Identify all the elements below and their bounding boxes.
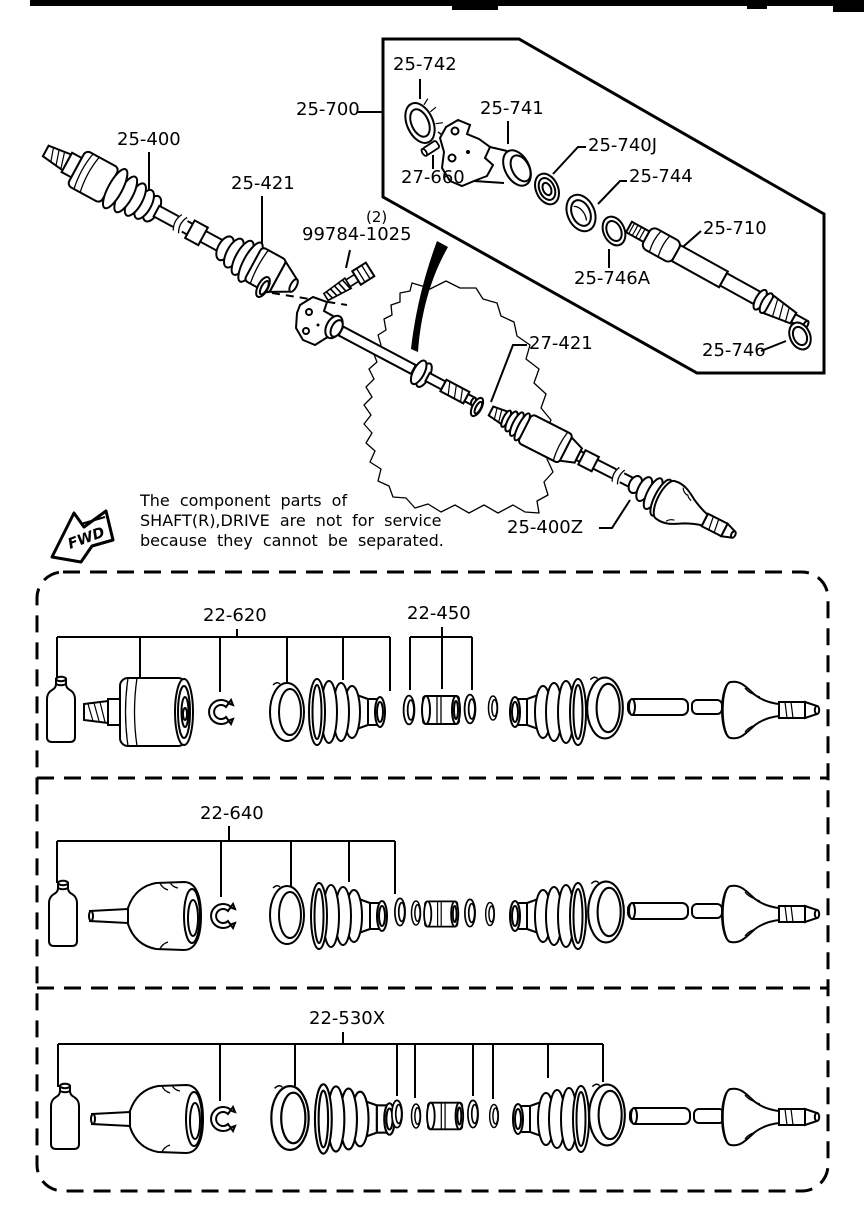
shaft-bar (628, 699, 722, 715)
label-25-421: 25-421 (231, 173, 295, 194)
boot-band (271, 1086, 308, 1150)
label-25-741: 25-741 (480, 98, 544, 119)
label-99784-1025-qty: (2) (366, 208, 388, 226)
label-kit-22-530X: 22-530X (309, 1008, 386, 1029)
label-27-660: 27-660 (401, 167, 465, 188)
page-top-border (30, 0, 864, 12)
snap-ring-clip (211, 1107, 235, 1131)
ring-25-746 (785, 319, 815, 353)
label-25-746: 25-746 (702, 340, 766, 361)
shaft-bar (630, 1108, 724, 1124)
leader-27-421 (491, 345, 527, 402)
label-25-700: 25-700 (296, 99, 360, 120)
fwd-arrow (52, 511, 113, 562)
outer-cv-joint (722, 682, 819, 739)
fwd-arrow-label: FWD (65, 524, 108, 553)
label-99784-1025: 99784-1025 (302, 224, 412, 245)
small-ring (412, 901, 421, 925)
service-note-line-1: The component parts of (140, 491, 348, 510)
outer-cv-joint (722, 886, 819, 943)
small-ring (395, 898, 405, 925)
label-27-421: 27-421 (529, 333, 593, 354)
small-ring (489, 696, 498, 720)
kit-row-2-parts (49, 881, 819, 950)
kit-row-3-parts (51, 1084, 819, 1154)
inset-box-outline (383, 39, 824, 373)
label-kit-22-640: 22-640 (200, 803, 264, 824)
dynamic-damper (422, 696, 460, 724)
boot-band-large (588, 881, 624, 942)
grease-bottle (51, 1084, 79, 1149)
label-kit-22-450: 22-450 (407, 603, 471, 624)
damper-band (404, 696, 415, 725)
inner-tripod-joint (91, 1085, 203, 1153)
bearing-25-740J (530, 170, 563, 208)
leader-25-744 (598, 181, 627, 204)
seal-25-744 (561, 190, 601, 236)
shaft-bar (628, 903, 722, 919)
inner-cv-joint (84, 678, 193, 746)
joint-shaft (335, 320, 481, 414)
small-ring (392, 1100, 402, 1127)
service-note-line-2: SHAFT(R),DRIVE are not for service (140, 511, 442, 530)
cv-boot (315, 1084, 395, 1153)
support-bracket (296, 297, 347, 345)
swoosh-mark (411, 241, 448, 352)
small-ring (465, 899, 475, 926)
inner-tripod-joint (89, 882, 201, 950)
damper-band (465, 695, 476, 724)
small-ring (468, 1100, 478, 1127)
label-25-740J: 25-740J (588, 135, 658, 156)
grease-bottle (47, 677, 75, 742)
small-ring (486, 902, 495, 925)
dynamic-damper (424, 901, 458, 926)
small-ring (490, 1104, 499, 1127)
cv-boot-outer (513, 1086, 589, 1152)
label-25-746A: 25-746A (574, 268, 651, 289)
cv-boot-outer (510, 883, 586, 949)
grease-bottle (49, 881, 77, 946)
leader-25-740J (553, 147, 586, 174)
cv-boot-outer (510, 679, 586, 745)
cv-boot (311, 883, 387, 949)
boot-band (270, 886, 304, 944)
snap-ring-clip (209, 700, 233, 724)
dynamic-damper (427, 1103, 463, 1130)
snap-ring-clip (211, 904, 235, 928)
ring-25-746A (598, 213, 629, 249)
service-note-line-3: because they cannot be separated. (140, 531, 444, 550)
label-25-744: 25-744 (629, 166, 693, 187)
boot-band-large (587, 677, 623, 738)
label-25-742: 25-742 (393, 54, 457, 75)
outer-cv-joint (722, 1089, 819, 1146)
leader-99784-1025 (346, 250, 350, 268)
bracket-22-450 (410, 627, 472, 690)
boot-band (270, 683, 304, 741)
label-25-710: 25-710 (703, 218, 767, 239)
boot-band-large (589, 1084, 625, 1145)
label-kit-22-620: 22-620 (203, 605, 267, 626)
small-ring (412, 1104, 421, 1128)
bolt-99784-1025 (322, 263, 375, 304)
kit-row-1-parts (47, 677, 819, 746)
label-25-400Z: 25-400Z (507, 517, 584, 538)
cv-boot (309, 679, 385, 745)
bracket-22-530X (58, 1032, 603, 1101)
label-25-400: 25-400 (117, 129, 181, 150)
leader-25-400Z (599, 500, 630, 528)
